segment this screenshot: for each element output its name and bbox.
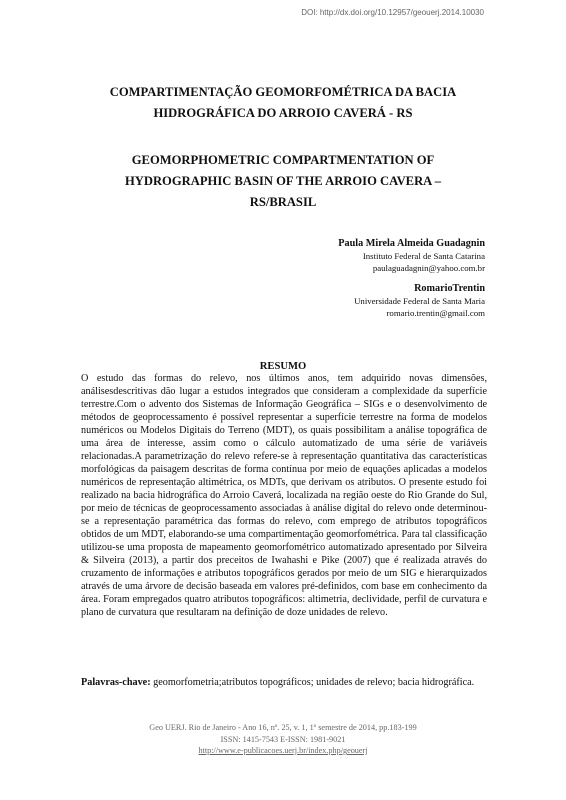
abstract-text: O estudo das formas do relevo, nos últimos anos, tem adquirido novas dimensões, análisesdescritivas dão lugar a estudos integrados que consideram a complexidade da superfície terrestre.Com o advento dos Sistemas de Informação Geográfica – SIGs e o desenvolvimento de métodos de geoprocessamento é possível representar a superfície terrestre na forma de modelos numéricos ou Modelos Digitais do Terreno (MDT), os quais possibilitam a análise topográfica de uma área de interesse, assim como o cálculo automatizado de uma série de variáveis relacionadas.A parametrização do relevo refere-se à representação quantitativa das características morfológicas da paisagem descritas de forma contínua por meio de equações aplicadas a modelos numéricos de representação altimétrica, os MDTs, que derivam os atributos. O presente estudo foi realizado na bacia hidrográfica do Arroio Caverá, localizada na região oeste do Rio Grande do Sul, por meio de técnicas de geoprocessamento associadas à análise digital do relevo onde determinou-se a representação paramétrica das formas do relevo, com emprego de atributos topográficos obtidos de um MDT, elaborando-se uma compartimentação geomorfométrica. Para tal classificação utilizou-se uma proposta de mapeamento geomorfométrico automatizado apresentado por Silveira & Silveira (2013), a partir dos preceitos de Iwahashi e Pike (2007) que é realizada através do cruzamento de informações e atributos topográficos gerados por meio de um SIG e hierarquizados através de uma árvore de decisão baseada em valores pré-definidos, com base em conhecimento da área. Foram empregados quatro atributos topográficos: altimetria, declividade, perfil de curvatura e plano de curvatura que resultaram na definição de doze unidades de relevo. bbox=[81, 373, 487, 618]
footer-url-link[interactable]: http://www.e-publicacoes.uerj.br/index.php/geouerj bbox=[198, 746, 368, 755]
title-en-line-2: HYDROGRAPHIC BASIN OF THE ARROIO CAVERA – bbox=[124, 174, 442, 188]
title-en-line-1: GEOMORPHOMETRIC COMPARTMENTATION OF bbox=[131, 153, 435, 167]
title-portuguese bbox=[60, 82, 506, 124]
author-block bbox=[338, 237, 485, 327]
keywords bbox=[81, 676, 487, 689]
author-1 bbox=[338, 237, 485, 274]
author-institution: Instituto Federal de Santa Catarina bbox=[362, 251, 485, 261]
abstract-heading: RESUMO bbox=[259, 361, 307, 372]
page-footer bbox=[0, 722, 566, 757]
keywords-label: Palavras-chave: bbox=[81, 677, 151, 688]
title-pt-line-2: HIDROGRÁFICA DO ARROIO CAVERÁ - RS bbox=[153, 106, 413, 120]
footer-issn: ISSN: 1415-7543 E-ISSN: 1981-9021 bbox=[220, 734, 346, 744]
author-name: RomarioTrentin bbox=[414, 283, 485, 294]
author-institution: Universidade Federal de Santa Maria bbox=[354, 296, 485, 306]
author-email[interactable]: romario.trentin@gmail.com bbox=[386, 307, 485, 318]
keywords-text: geomorfometria;atributos topográficos; unidades de relevo; bacia hidrográfica. bbox=[153, 677, 475, 688]
title-pt-line-1: COMPARTIMENTAÇÃO GEOMORFOMÉTRICA DA BACIA bbox=[109, 85, 457, 99]
title-english bbox=[60, 150, 506, 213]
author-email[interactable]: paulaguadagnin@yahoo.com.br bbox=[372, 262, 485, 273]
author-2 bbox=[338, 282, 485, 319]
doi-header: DOI: http://dx.doi.org/10.12957/geouerj.2014.10030 bbox=[301, 8, 484, 17]
title-en-line-3: RS/BRASIL bbox=[249, 195, 317, 209]
footer-citation: Geo UERJ. Rio de Janeiro - Ano 16, nº. 25, v. 1, 1º semestre de 2014, pp.183-199 bbox=[149, 723, 417, 732]
author-name: Paula Mirela Almeida Guadagnin bbox=[338, 238, 485, 249]
